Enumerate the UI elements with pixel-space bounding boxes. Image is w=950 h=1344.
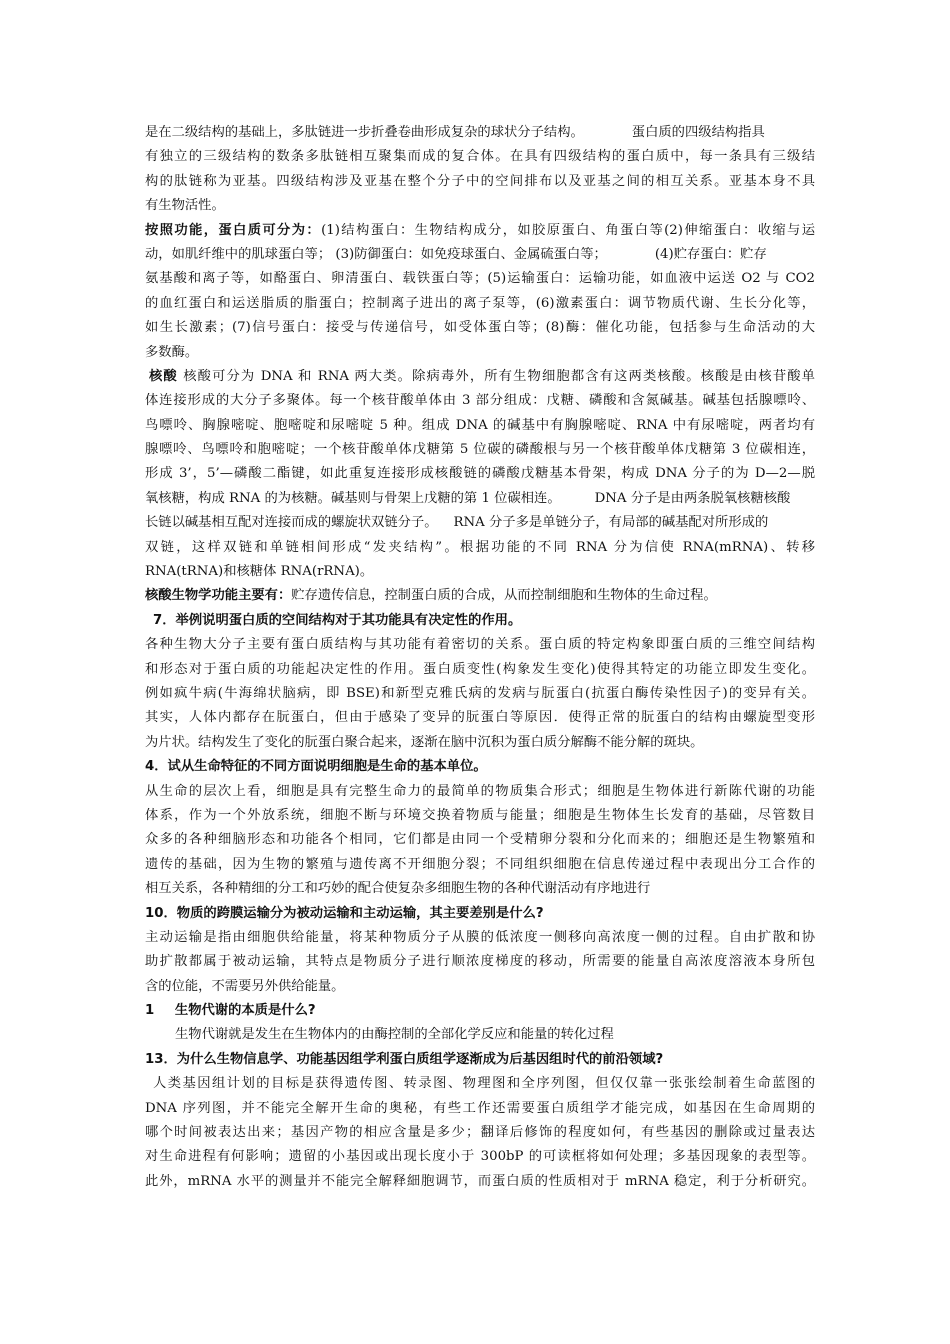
text-line: [145, 487, 815, 511]
text-span: (4)贮存蛋白：贮存: [654, 246, 767, 262]
text-line: 相互关系，各种精细的分工和巧妙的配合使复杂多细胞生物的各种代谢活动有序地进行: [145, 881, 651, 897]
text-span: 贮存遗传信息，控制蛋白质的合成，从而控制细胞和生物体的生命过程。: [291, 588, 717, 604]
text-span: 核酸可分为 DNA 和 RNA 两大类。除病毒外，所有生物细胞都含有这两类核酸。核酸是由核苷酸单: [183, 368, 815, 384]
text-line: 为片状。结构发生了变化的朊蛋白聚合起来，逐渐在脑中沉积为蛋白质分解酶不能分解的斑块。: [145, 734, 704, 750]
question-heading: 4．试从生命特征的不同方面说明细胞是生命的基本单位。: [145, 759, 487, 775]
text-line: [145, 511, 815, 535]
text-span: 是在二级结构的基础上，多肽链进一步折叠卷曲形成复杂的球状分子结构。: [145, 125, 584, 140]
text-line: 例如疯牛病(牛海绵状脑病，即 BSE)和新型克雅氏病的发病与朊蛋白(抗蛋白酶传染性因子)的变异有关。: [145, 685, 815, 701]
question-text: 生物代谢的本质是什么?: [174, 1003, 316, 1019]
text-line: 助扩散都属于被动运输，其特点是物质分子进行顺浓度梯度的移动，所需要的能量自高浓度溶液本身所包: [145, 954, 815, 970]
text-line: 此外，mRNA 水平的测量并不能完全解释細胞调节，而蛋白质的性质相对于 mRNA 稳定，利于分析研究。: [145, 1173, 815, 1189]
section-heading: 核酸: [149, 368, 178, 384]
text-line: [145, 121, 815, 145]
text-span: 动，如肌纤维中的肌球蛋白等； (3)防御蛋白：如免疫球蛋白、金属硫蛋白等；: [145, 246, 607, 262]
text-line: RNA(tRNA)和核糖体 RNA(rRNA)。: [145, 564, 374, 580]
text-line: 形成 3’，5’—磷酸二酯键，如此重复连接形成核酸链的磷酸戊糖基本骨架，构成 DNA 分子的为 D—2—脱: [145, 466, 815, 482]
text-line: 含的位能，不需要另外供给能量。: [145, 978, 345, 994]
text-line: 的血红蛋白和运送脂质的脂蛋白；控制离子进出的离子泵等，(6)激素蛋白：调节物质代谢、生长分化等，: [145, 295, 815, 311]
text-line: 体系，作为一个外放系统，细胞不断与环境交换着物质与能量；细胞是生物体生长发育的基础，尽管数目: [145, 807, 815, 823]
text-line: 鸟嘌呤、胸腺嘧啶、胞嘧啶和尿嘧啶 5 种。组成 DNA 的碱基中有胸腺嘧啶、RNA 中有尿嘧啶，两者均有: [145, 417, 815, 433]
question-heading: [145, 999, 815, 1023]
question-number: 1: [145, 1003, 155, 1019]
text-line: 双链，这样双链和单链相间形成“发夹结构”。根据功能的不同 RNA 分为信使 RNA(mRNA)、转移: [145, 539, 815, 555]
text-line: 众多的各种细脑形态和功能各个相同，它们都是由同一个受精卵分裂和分化而来的；细胞还是生物繁殖和: [145, 832, 815, 848]
text-span: (1)结构蛋白：生物结构成分，如胶原蛋白、角蛋白等(2)伸缩蛋白：收缩与运: [321, 222, 816, 238]
text-line: 其实，人体内都存在朊蛋白，但由于感染了变异的朊蛋白等原因．使得正常的朊蛋白的结构由螺旋型变形: [145, 710, 815, 726]
section-heading: 按照功能，蛋白质可分为：: [145, 222, 322, 238]
text-span: 长链以碱基相互配对连接而成的螺旋状双链分子。: [145, 515, 438, 531]
section-heading: 核酸生物学功能主要有：: [145, 588, 292, 604]
text-span: DNA 分子是由两条脱氧核糖核酸: [594, 490, 791, 506]
question-heading: 10．物质的跨膜运输分为被动运输和主动运输，其主要差别是什么?: [145, 905, 544, 921]
text-line: 有独立的三级结构的数条多肽链相互聚集而成的复合体。在具有四级结构的蛋白质中，每一条具有三级结: [145, 149, 815, 165]
text-line: 对生命进程有何影响；遗留的小基因或出现长度小于 300bP 的可读框将如何处理；多基因现象的表型等。: [145, 1149, 815, 1165]
text-line: 从生命的层次上看，细胞是具有完整生命力的最简单的物质集合形式；细胞是生物体进行新陈代谢的功能: [145, 783, 815, 799]
text-line: [145, 365, 815, 389]
question-heading: 7．举例说明蛋白质的空间结构对于其功能具有决定性的作用。: [153, 612, 522, 628]
text-line: [145, 584, 815, 608]
text-line: 多数酶。: [145, 344, 199, 360]
text-span: RNA 分子多是单链分子，有局部的碱基配对所形成的: [453, 515, 769, 531]
text-line: 体连接形成的大分子多聚体。每一个核苷酸单体由 3 部分组成：戊糖、磷酸和含氮碱基。碱基包括腺嘌呤、: [145, 393, 815, 409]
text-line: 和形态对于蛋白质的功能起决定性的作用。蛋白质变性(构象发生变化)使得其特定的功能立即发生变化。: [145, 661, 815, 677]
text-line: 哪个时间被表达出来；基因产物的相应含量是多少；翻译后修饰的程度如何，有些基因的删除或过量表达: [145, 1125, 815, 1141]
text-line: 有生物活性。: [145, 198, 225, 214]
text-line: 主动运输是指由细胞供给能量，将某种物质分子从膜的低浓度一侧移向高浓度一侧的过程。自由扩散和协: [145, 929, 815, 945]
document-body: [145, 121, 815, 1194]
text-line: 腺嘌呤、鸟嘌呤和胞嘧啶；一个核苷酸单体戊糖第 5 位碳的磷酸根与另一个核苷酸单体戊糖第 3 位碳相连，: [145, 442, 815, 458]
text-line: 生物代谢就是发生在生物体内的由酶控制的全部化学反应和能量的转化过程: [175, 1027, 614, 1043]
text-line: 构的肽链称为亚基。四级结构涉及亚基在整个分子中的空间排布以及亚基之间的相互关系。亚基本身不具: [145, 173, 815, 189]
question-heading: 13．为什么生物信息学、功能基因组学利蛋白质组学逐渐成为后基因组时代的前沿领域?: [145, 1051, 664, 1067]
text-line: [145, 219, 815, 243]
text-line: [145, 243, 815, 267]
text-line: 如生长激素；(7)信号蛋白：接受与传递信号，如受体蛋白等；(8)酶：催化功能，包括参与生命活动的大: [145, 320, 815, 336]
text-line: DNA 序列图，并不能完全解开生命的奥秘，有些工作还需要蛋白质组学才能完成，如基因在生命周期的: [145, 1100, 815, 1116]
text-line: 氨基酸和离子等，如酪蛋白、卵清蛋白、载铁蛋白等；(5)运输蛋白：运输功能，如血液中运送 O2 与 CO2: [145, 271, 815, 287]
text-line: 遗传的基础，因为生物的繁殖与遗传离不开细胞分裂；不同组织细胞在信息传递过程中表现出分工合作的: [145, 856, 815, 872]
text-span: 蛋白质的四级结构指具: [631, 125, 765, 140]
text-span: 氧核糖，构成 RNA 的为核糖。碱基则与骨架上戊糖的第 1 位碳相连。: [145, 490, 561, 506]
text-line: 人类基因组计划的目标是获得遗传图、转录图、物理图和全序列图，但仅仅靠一张张绘制着生命蓝图的: [153, 1076, 815, 1092]
text-line: 各种生物大分子主要有蛋白质结构与其功能有着密切的关系。蛋白质的特定构象即蛋白质的三维空间结构: [145, 637, 815, 653]
